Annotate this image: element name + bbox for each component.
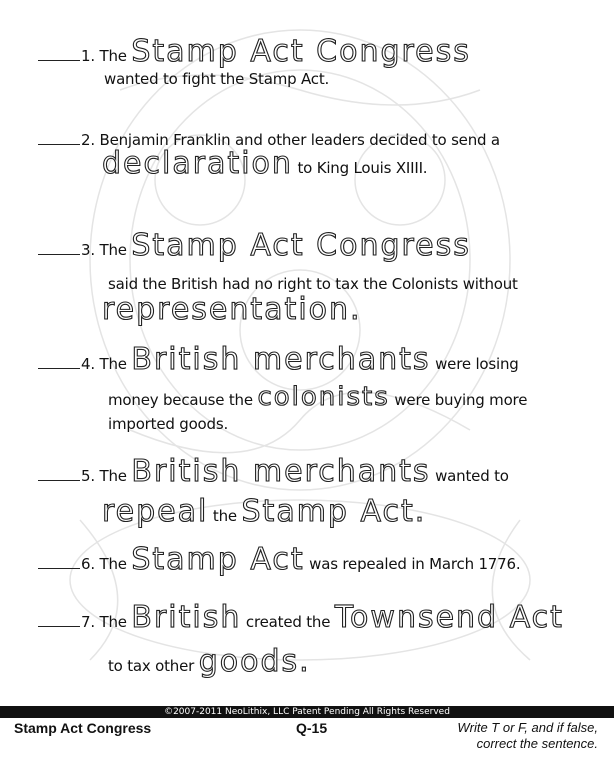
question-text: The xyxy=(94,555,132,573)
answer-blank-3[interactable] xyxy=(38,234,80,255)
question-text: to tax other xyxy=(108,657,199,675)
question-2-line-2 xyxy=(102,146,427,181)
answer-blank-2[interactable] xyxy=(38,124,80,145)
tracing-word: colonists xyxy=(257,382,390,412)
question-text: the xyxy=(208,507,242,525)
answer-blank-7[interactable] xyxy=(38,606,80,627)
question-6-line-1 xyxy=(38,542,520,577)
question-1-line-1 xyxy=(38,34,471,69)
question-5-line-1 xyxy=(38,454,509,489)
question-1-line-2 xyxy=(104,70,329,88)
question-number: 6. xyxy=(81,555,95,573)
copyright-bar: ©2007-2011 NeoLithix, LLC Patent Pending All Rights Reserved xyxy=(0,706,614,718)
tracing-word: Stamp Act Congress xyxy=(131,34,471,69)
instruction-line-2: correct the sentence. xyxy=(476,736,598,751)
tracing-word: Stamp Act xyxy=(131,542,305,577)
tracing-word: declaration xyxy=(102,146,293,181)
question-3-line-2 xyxy=(108,275,518,293)
tracing-word: British xyxy=(131,600,242,635)
question-text: were losing xyxy=(430,355,519,373)
answer-blank-5[interactable] xyxy=(38,460,80,481)
question-4-line-2 xyxy=(108,382,527,412)
question-7-line-2 xyxy=(108,644,311,679)
tracing-word: British merchants xyxy=(131,342,431,377)
question-text: said the British had no right to tax the Colonists without xyxy=(108,275,518,293)
question-number: 5. xyxy=(81,467,95,485)
question-text: The xyxy=(94,355,132,373)
question-text: was repealed in March 1776. xyxy=(304,555,521,573)
question-3-line-3 xyxy=(102,292,362,327)
answer-blank-6[interactable] xyxy=(38,548,80,569)
answer-blank-1[interactable] xyxy=(38,40,80,61)
question-text: Benjamin Franklin and other leaders decided to send a xyxy=(94,131,500,149)
question-text: wanted to fight the Stamp Act. xyxy=(104,70,330,88)
tracing-word: representation. xyxy=(102,292,362,327)
question-text: The xyxy=(94,241,132,259)
question-text: to King Louis XIIII. xyxy=(292,159,428,177)
question-3-line-1 xyxy=(38,228,471,263)
page-code: Q-15 xyxy=(296,720,328,736)
tracing-word: repeal xyxy=(102,494,209,529)
tracing-word: Stamp Act. xyxy=(241,494,427,529)
question-number: 2. xyxy=(81,131,95,149)
tracing-word: Townsend Act xyxy=(334,600,564,635)
answer-blank-4[interactable] xyxy=(38,348,80,369)
question-7-line-1 xyxy=(38,600,564,635)
question-text: created the xyxy=(241,613,335,631)
question-number: 4. xyxy=(81,355,95,373)
instruction-line-1: Write T or F, and if false, xyxy=(457,720,598,735)
question-5-line-2 xyxy=(102,494,426,529)
question-4-line-1 xyxy=(38,342,519,377)
tracing-word: British merchants xyxy=(131,454,431,489)
tracing-word: Stamp Act Congress xyxy=(131,228,471,263)
question-text: were buying more xyxy=(389,391,528,409)
question-number: 1. xyxy=(81,47,95,65)
question-text: money because the xyxy=(108,391,258,409)
question-4-line-3 xyxy=(108,415,228,433)
question-text: wanted to xyxy=(430,467,509,485)
question-text: imported goods. xyxy=(108,415,229,433)
worksheet-title: Stamp Act Congress xyxy=(14,720,152,736)
question-text: The xyxy=(94,613,132,631)
question-text: The xyxy=(94,467,132,485)
instructions xyxy=(457,720,598,752)
tracing-word: goods. xyxy=(198,644,311,679)
question-text: The xyxy=(94,47,132,65)
question-number: 7. xyxy=(81,613,95,631)
question-number: 3. xyxy=(81,241,95,259)
